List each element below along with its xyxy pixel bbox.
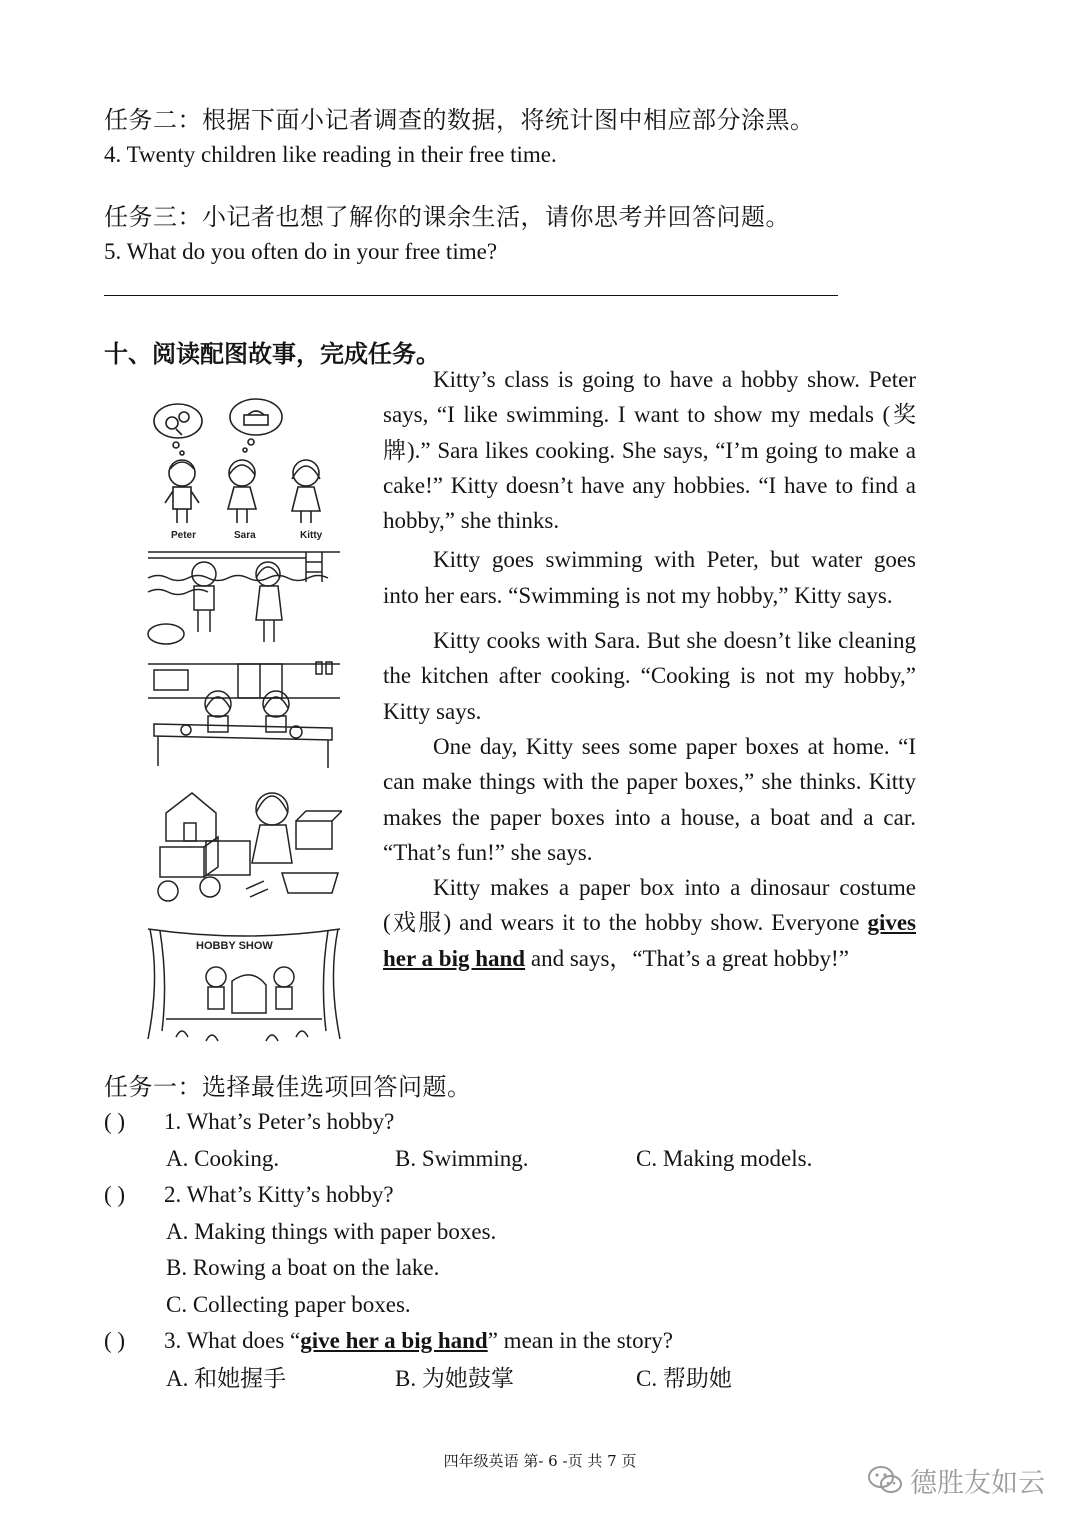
answer-blank-1[interactable]: ( ) [104, 1109, 126, 1134]
q3-option-c: C. 帮助她 [636, 1366, 732, 1391]
question-1 [104, 1107, 394, 1137]
task2-item: 4. Twenty children like reading in their free time. [104, 142, 557, 167]
section-title: 十、阅读配图故事，完成任务。 [104, 340, 440, 368]
story-paragraph-5-part2: and says，“That’s a great hobby!” [525, 945, 849, 971]
story-paragraph-3: Kitty cooks with Sara. But she doesn’t like cleaning the kitchen after cooking. “Cooking is not my hobby,” Kitty says. [383, 628, 916, 724]
answer-blank-2[interactable]: ( ) [104, 1182, 126, 1207]
question-3-text-before: 3. What does “ [164, 1328, 301, 1353]
q3-option-b: B. 为她鼓掌 [395, 1366, 514, 1391]
q2-option-a: A. Making things with paper boxes. [166, 1219, 497, 1244]
q2-option-b: B. Rowing a boat on the lake. [166, 1255, 440, 1280]
story-text [383, 362, 916, 976]
name-kitty: Kitty [300, 530, 323, 541]
task1-heading: 任务一：选择最佳选项回答问题。 [104, 1075, 472, 1101]
children-thinking-picture [146, 395, 342, 545]
question-3-text-after: ” mean in the story? [487, 1328, 673, 1353]
q1-option-a: A. Cooking. [166, 1146, 280, 1171]
kitchen-picture [146, 658, 342, 773]
story-paragraph-1: Kitty’s class is going to have a hobby show. Peter says, “I like swimming. I want to show my medals (奖牌).” Sara likes cooking. She says, “I’m going to make a cake!” Kitty doesn’t have any hobbies. “I have to find a hobby,” she thinks. [383, 367, 916, 534]
q1-option-c: C. Making models. [636, 1146, 813, 1171]
story-paragraph-4: One day, Kitty sees some paper boxes at home. “I can make things with the paper boxes,” she thinks. Kitty makes the paper boxes into a house, a boat and a car. “That’s fun!” she says. [383, 733, 916, 865]
q1-option-b: B. Swimming. [395, 1146, 529, 1171]
highlight-phrase: gives her a big hand [383, 910, 916, 971]
paper-boxes-picture [146, 783, 342, 908]
answer-blank-3[interactable]: ( ) [104, 1328, 126, 1353]
task3-item: 5. What do you often do in your free time? [104, 239, 498, 264]
question-3 [104, 1326, 673, 1356]
story-paragraph-5-part1: Kitty makes a paper box into a dinosaur costume (戏服) and wears it to the hobby show. Everyone [383, 875, 916, 936]
name-peter: Peter [171, 530, 197, 541]
swimming-pool-picture [146, 548, 342, 651]
task3-heading: 任务三：小记者也想了解你的课余生活，请你思考并回答问题。 [104, 205, 790, 231]
hobby-show-banner: HOBBY SHOW [196, 940, 273, 952]
answer-line[interactable] [104, 295, 838, 296]
question-3-highlight: give her a big hand [300, 1328, 488, 1353]
question-1-text: 1. What’s Peter’s hobby? [164, 1109, 395, 1134]
task2-heading: 任务二：根据下面小记者调查的数据，将统计图中相应部分涂黑。 [104, 108, 815, 134]
story-paragraph-5 [383, 870, 916, 976]
q3-option-a: A. 和她握手 [166, 1366, 287, 1391]
story-paragraph-2: Kitty goes swimming with Peter, but water goes into her ears. “Swimming is not my hobby,” Kitty says. [383, 547, 916, 608]
hobby-show-picture [146, 925, 342, 1060]
watermark-text: 德胜友如云 [910, 1467, 1045, 1499]
watermark [866, 1460, 1056, 1500]
q2-option-c: C. Collecting paper boxes. [166, 1292, 411, 1317]
page-footer: 四年级英语 第- 6 -页 共 7 页 [443, 1452, 637, 1470]
question-2 [104, 1180, 394, 1210]
name-sara: Sara [234, 530, 256, 541]
question-2-text: 2. What’s Kitty’s hobby? [164, 1182, 394, 1207]
wechat-icon [866, 1464, 904, 1496]
